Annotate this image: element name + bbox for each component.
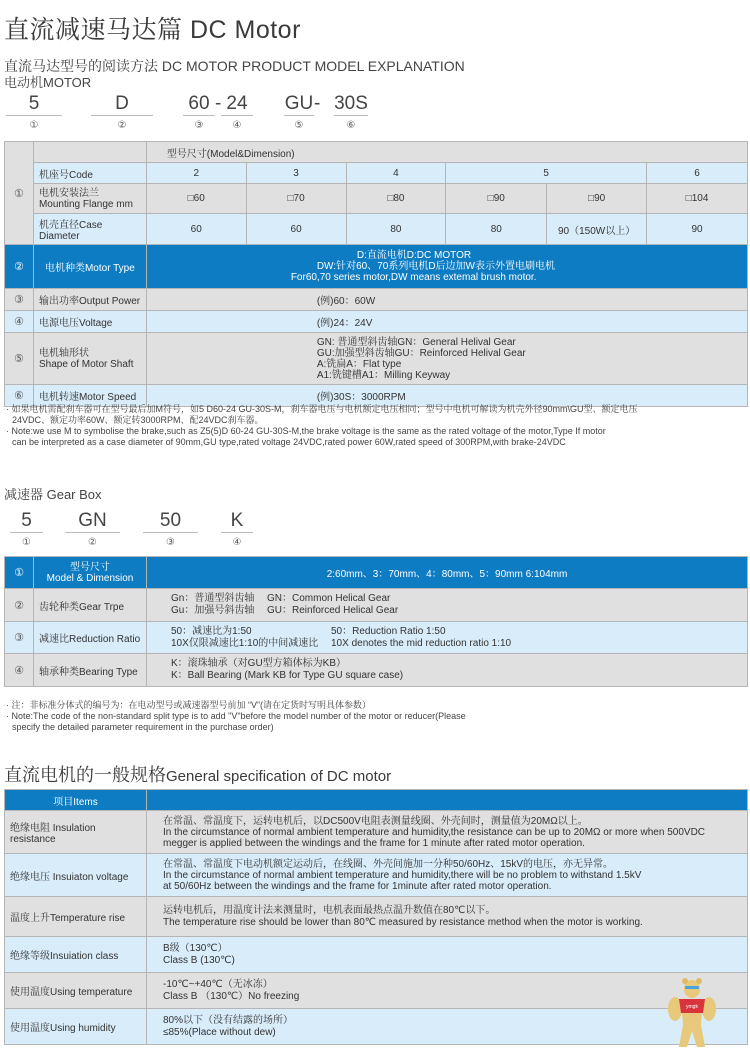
code-index: ③ bbox=[194, 120, 204, 131]
row-value bbox=[147, 589, 748, 622]
code-separator: - bbox=[215, 93, 222, 114]
value-en: 50：Reduction Ratio 1:50 bbox=[331, 625, 446, 637]
spec-label: 使用温度Using humidity bbox=[5, 1009, 147, 1045]
value-line: K：滚珠轴承（对GU型方箱体标为KB） bbox=[171, 658, 347, 669]
spec-line: B级（130℃） bbox=[163, 942, 228, 954]
code-index: ④ bbox=[232, 120, 242, 131]
code-part: 5 bbox=[6, 93, 62, 116]
row-number: ① bbox=[5, 557, 34, 589]
code-index: ⑤ bbox=[294, 120, 304, 131]
flange-cell: □60 bbox=[146, 184, 246, 214]
value-cn: 10X仅限减速比1:10的中间减速比 bbox=[171, 637, 319, 649]
table-row bbox=[5, 333, 748, 385]
label-cn: 型号尺寸 bbox=[70, 561, 110, 573]
code-cell: 4 bbox=[346, 163, 446, 184]
row-label: 机壳直径Case Diameter bbox=[33, 214, 146, 245]
spec-value bbox=[147, 973, 748, 1009]
flange-label-en: Mounting Flange mm bbox=[38, 198, 133, 210]
model-dimension-header: 型号尺寸(Model&Dimension) bbox=[146, 142, 747, 163]
row-label: 电源电压Voltage bbox=[33, 311, 146, 333]
diameter-cell: 80 bbox=[346, 214, 446, 245]
diameter-cell: 60 bbox=[246, 214, 346, 245]
bear-mascot-icon bbox=[665, 975, 720, 1055]
code-index: ② bbox=[117, 120, 127, 131]
page-title: 直流减速马达篇 DC Motor bbox=[4, 16, 301, 44]
table-row bbox=[5, 937, 748, 973]
table-row bbox=[5, 1009, 748, 1045]
items-header: 项目Items bbox=[5, 790, 147, 811]
gearbox-table bbox=[4, 556, 748, 687]
code-part: D bbox=[91, 93, 153, 116]
row-label bbox=[34, 557, 147, 589]
row-label: 齿轮种类Gear Trpe bbox=[34, 589, 147, 622]
shaft-line: GU:加强型斜齿轴GU：Reinforced Helival Gear bbox=[316, 347, 526, 359]
row-number: ④ bbox=[5, 311, 34, 333]
code-part: 5 bbox=[10, 510, 43, 533]
row-label bbox=[33, 333, 146, 385]
note-line: specify the detailed parameter requirement in the purchase order) bbox=[12, 722, 274, 732]
table-header-row bbox=[5, 790, 748, 811]
code-part: 30S bbox=[334, 93, 368, 114]
diameter-cell: 80 bbox=[446, 214, 547, 245]
row-number: ③ bbox=[5, 622, 34, 654]
spec-title-cn: 直流电机的一般规格 bbox=[4, 765, 166, 785]
spec-line: In the circumstance of normal ambient temperature and humidity,the resistance can be up to 20MΩ or more when 500VDC bbox=[163, 826, 706, 838]
spec-table bbox=[4, 789, 748, 1045]
note-line: · Note:The code of the non-standard split type is to add "V"before the model number of the motor or reducer(Please bbox=[6, 711, 466, 721]
motor-model-table bbox=[4, 141, 748, 407]
label-en: Model & Dimension bbox=[46, 572, 134, 584]
code-part: GN bbox=[65, 510, 120, 533]
row-number: ② bbox=[5, 589, 34, 622]
note-line: · Note:we use M to symbolise the brake,such as Z5(5)D 60-24 GU-30S-M,the brake voltage is the same as the rated voltage of the motor,Type If motor bbox=[6, 426, 606, 436]
row-value bbox=[147, 654, 748, 687]
mascot-shirt-text: ymgk bbox=[686, 1004, 698, 1010]
note-line: · 注：非标准分体式的编号为：在电动型号或减速器型号前加 “V”(请在定货时写明具体参数） bbox=[6, 700, 371, 710]
spec-title-en: General specification of DC motor bbox=[166, 768, 392, 785]
table-row bbox=[5, 654, 748, 687]
spec-line: 运转电机后，用温度计法来测量时，电机表面最热点温升数值在80℃以下。 bbox=[163, 904, 496, 916]
table-row bbox=[5, 311, 748, 333]
code-cell: 5 bbox=[446, 163, 647, 184]
table-row bbox=[5, 811, 748, 854]
row-value bbox=[147, 622, 748, 654]
table-row bbox=[5, 973, 748, 1009]
note-line: can be interpreted as a case diameter of 90mm,GU type,rated voltage 24VDC,rated power 60W,rated speed of 300RPM,with brake-24VDC bbox=[12, 437, 566, 447]
table-row bbox=[5, 289, 748, 311]
shaft-label-en: Shape of Motor Shaft bbox=[38, 358, 134, 370]
shaft-line: GN: 普通型斜齿轴GN：General Helival Gear bbox=[316, 336, 516, 348]
value-cn: Gu：加强号斜齿轴 bbox=[171, 605, 255, 616]
code-index: ② bbox=[88, 537, 97, 548]
row-label: 电机种类Motor Type bbox=[33, 245, 146, 289]
code-part: 24 bbox=[221, 93, 253, 116]
diameter-cell: 90 bbox=[647, 214, 748, 245]
motor-type-line: DW:针对60、70系列电机D后边加W表示外置电刷电机 bbox=[316, 261, 555, 272]
table-row bbox=[5, 589, 748, 622]
motor-label: 电动机MOTOR bbox=[4, 75, 92, 90]
code-cell: 6 bbox=[647, 163, 748, 184]
code-part: 60 bbox=[183, 93, 215, 116]
shaft-line: A:铣扁A：Flat type bbox=[316, 358, 402, 370]
spec-label: 绝缘电压 Insuiaton voltage bbox=[5, 854, 147, 897]
code-part: K bbox=[221, 510, 253, 533]
flange-cell: □90 bbox=[547, 184, 647, 214]
row-value: (例)24：24V bbox=[146, 311, 747, 333]
flange-label-cn: 电机安装法兰 bbox=[38, 187, 99, 199]
code-cell: 3 bbox=[246, 163, 346, 184]
spec-line: Class B (130℃) bbox=[163, 954, 235, 966]
value-en: GN：Common Helical Gear bbox=[267, 593, 391, 604]
code-index: ① bbox=[29, 120, 39, 131]
motor-type-value bbox=[146, 245, 747, 289]
row-label bbox=[33, 184, 146, 214]
row-number: ② bbox=[5, 245, 34, 289]
flange-cell: □70 bbox=[246, 184, 346, 214]
row-number: ③ bbox=[5, 289, 34, 311]
value-en: 10X denotes the mid reduction ratio 1:10 bbox=[331, 637, 512, 649]
row-label: 输出功率Output Power bbox=[33, 289, 146, 311]
spec-value bbox=[147, 854, 748, 897]
spec-line: The temperature rise should be lower than 80℃ measured by resistance method when the motor is working. bbox=[163, 916, 643, 928]
row-label: 轴承种类Bearing Type bbox=[34, 654, 147, 687]
value-cn: 50：减速比为1:50 bbox=[171, 625, 252, 637]
row-value: (例)60：60W bbox=[146, 289, 747, 311]
row-value: 2:60mm、3：70mm、4：80mm、5：90mm 6:104mm bbox=[147, 557, 748, 589]
code-index: ① bbox=[22, 537, 31, 548]
code-part: 50 bbox=[143, 510, 198, 533]
table-row bbox=[5, 557, 748, 589]
code-cell: 2 bbox=[146, 163, 246, 184]
motor-type-line: For60,70 series motor,DW means extemal brush motor. bbox=[290, 272, 537, 283]
code-part: GU bbox=[284, 93, 314, 114]
spec-value bbox=[147, 1009, 748, 1045]
spec-line: at 50/60Hz between the windings and the frame for 1minute after rated motor operation. bbox=[163, 880, 552, 892]
model-explanation-heading: 直流马达型号的阅读方法 DC MOTOR PRODUCT MODEL EXPLANATION bbox=[4, 58, 465, 74]
row-value: (例)30S：3000RPM bbox=[146, 385, 747, 407]
table-row bbox=[5, 214, 748, 245]
spec-value bbox=[147, 897, 748, 937]
spec-line: In the circumstance of normal ambient temperature and humidity,there will be no problem to withstand 1.5kV bbox=[163, 869, 642, 881]
row-number: ④ bbox=[5, 654, 34, 687]
row-number: ⑤ bbox=[5, 333, 34, 385]
spec-title bbox=[4, 761, 391, 787]
table-row bbox=[5, 163, 748, 184]
gearbox-notes bbox=[6, 700, 466, 733]
flange-cell: □90 bbox=[446, 184, 547, 214]
row-number: ① bbox=[5, 142, 34, 245]
diameter-cell: 60 bbox=[146, 214, 246, 245]
motor-notes bbox=[6, 404, 638, 448]
spec-line: 在常温、常温度下电动机额定运动后，在线圈、外壳间施加一分种50/60Hz、15kV的电压，亦无异常。 bbox=[163, 858, 614, 870]
code-index: ③ bbox=[166, 537, 175, 548]
spec-line: -10℃~+40℃（无冰冻） bbox=[163, 978, 273, 990]
row-label: 电机转速Motor Speed bbox=[33, 385, 146, 407]
diameter-cell: 90（150W以上） bbox=[547, 214, 647, 245]
value-en: GU：Reinforced Helical Gear bbox=[267, 605, 399, 616]
spec-label: 温度上升Temperature rise bbox=[5, 897, 147, 937]
row-number: ⑥ bbox=[5, 385, 34, 407]
table-row bbox=[5, 184, 748, 214]
spec-label: 绝缘电阻 Insulation resistance bbox=[5, 811, 147, 854]
code-index: ⑥ bbox=[346, 120, 356, 131]
shaft-label-cn: 电机轴形状 bbox=[38, 347, 89, 359]
flange-cell: □80 bbox=[346, 184, 446, 214]
row-label: 减速比Reduction Ratio bbox=[34, 622, 147, 654]
row-label: 机座号Code bbox=[33, 163, 146, 184]
shaft-value bbox=[146, 333, 747, 385]
code-separator: - bbox=[314, 93, 321, 114]
table-row bbox=[5, 622, 748, 654]
spec-line: 80%以下（没有结露的场所） bbox=[163, 1014, 294, 1026]
table-row-motor-type bbox=[5, 245, 748, 289]
spec-value bbox=[147, 811, 748, 854]
flange-cell: □104 bbox=[647, 184, 748, 214]
value-line: K：Ball Bearing (Mark KB for Type GU square case) bbox=[171, 670, 404, 681]
note-line: 24VDC、额定功率60W、额定转3000RPM、配24VDC刹车器。 bbox=[12, 415, 264, 425]
spec-label: 绝缘等级Insuiation class bbox=[5, 937, 147, 973]
spec-line: ≤85%(Place without dew) bbox=[163, 1026, 276, 1038]
code-index: ④ bbox=[232, 537, 242, 548]
spec-line: megger is applied between the windings and the frame for 1 minute after rated motor operation. bbox=[163, 837, 585, 849]
table-row bbox=[5, 854, 748, 897]
value-cn: Gn：普通型斜齿轴 bbox=[171, 593, 255, 604]
table-row bbox=[5, 897, 748, 937]
spec-label: 使用温度Using temperature bbox=[5, 973, 147, 1009]
gearbox-title: 减速器 Gear Box bbox=[4, 487, 102, 502]
empty-header bbox=[147, 790, 748, 811]
table-row bbox=[5, 142, 748, 163]
note-line: · 如果电机需配刹车器可在型号最后加M符号，如5 D60-24 GU-30S-M，刹车器电压与电机额定电压相同；型号中电机可解读为机壳外径90mm\GU型、额定电压 bbox=[6, 404, 638, 414]
shaft-line: A1:铣键槽A1：Milling Keyway bbox=[316, 369, 451, 381]
spec-line: 在常温、常温度下，运转电机后，以DC500V电阻表测量线圈、外壳间时，测量值为20MΩ以上。 bbox=[163, 815, 588, 827]
empty-cell bbox=[33, 142, 146, 163]
spec-value bbox=[147, 937, 748, 973]
motor-type-line: D:直流电机D:DC MOTOR bbox=[356, 250, 472, 261]
spec-line: Class B （130℃）No freezing bbox=[163, 990, 300, 1002]
